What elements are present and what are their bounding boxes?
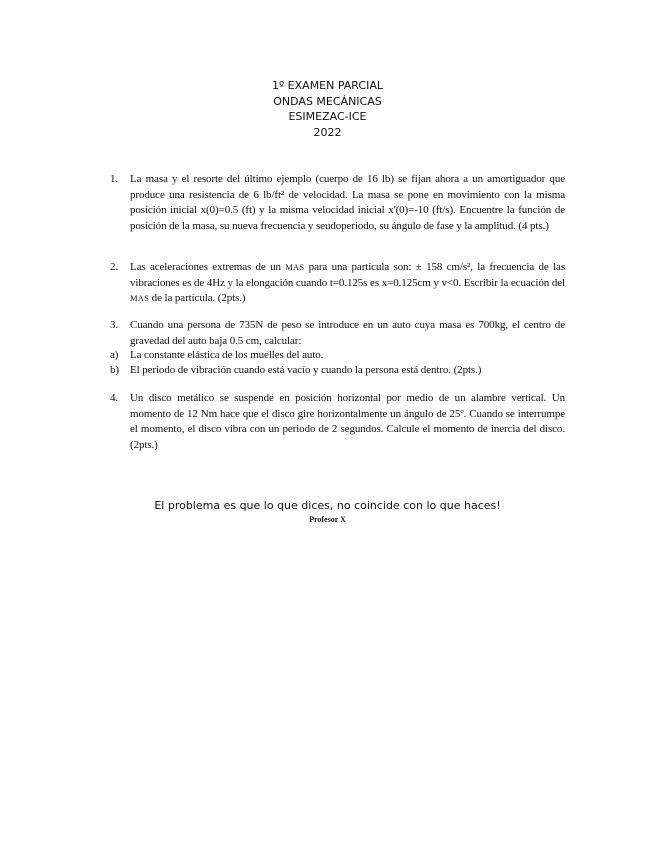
problem-3-item-a-label: a) xyxy=(110,349,119,361)
problem-3-text: Cuando una persona de 735N de peso se introduce en un auto cuya masa es 700kg, el centro de gravedad del auto baja 0.5 cm, calcular: xyxy=(130,319,565,347)
problem-2-text-c: de la partícula. (2pts.) xyxy=(149,292,246,304)
problem-2-text-b: para una partícula son: ± 158 cm/s², la frecuencia de las vibraciones es de 4Hz y la elongación cuando t=0.125s es x=0.125cm y v<0. Escribir la ecuación del xyxy=(130,261,565,289)
school-name: ESIMEZAC-ICE xyxy=(288,110,367,123)
problem-3-number: 3. xyxy=(110,319,119,331)
problem-4-number: 4. xyxy=(110,392,119,404)
exam-year: 2022 xyxy=(313,125,342,139)
problem-3-item-b-text: El periodo de vibración cuando está vacío y cuando la persona está dentro. (2pts.) xyxy=(130,364,482,376)
problem-2-mas-abbrev: MAS xyxy=(285,262,305,272)
problem-1-number: 1. xyxy=(110,173,119,185)
footer-quote: El problema es que lo que dices, no coincide con lo que haces! xyxy=(154,499,501,512)
problem-4-text: Un disco metálico se suspende en posición horizontal por medio de un alambre vertical. Un momento de 12 Nm hace que el disco gire horizontalmente un ángulo de 25º. Cuando se interrumpe el momento, el disco vibra con un periodo de 2 segundos. Calcule el momento de inercia del disco. (2pts.) xyxy=(130,392,565,451)
exam-header xyxy=(0,78,655,140)
problem-3-item-a-text: La constante elástica de los muelles del auto. xyxy=(130,349,324,361)
problem-2-mas-abbrev-2: MAS xyxy=(130,293,150,303)
problem-2-text-a: Las aceleraciones extremas de un xyxy=(130,261,286,273)
problem-3-item-b-label: b) xyxy=(110,364,119,376)
problem-2-text xyxy=(130,260,565,307)
footer-author: Profesor X xyxy=(309,515,346,524)
exam-title: 1º EXAMEN PARCIAL xyxy=(272,79,383,92)
problem-2-number: 2. xyxy=(110,261,119,273)
course-name: ONDAS MECÁNICAS xyxy=(273,94,382,108)
problem-1-text: La masa y el resorte del último ejemplo (cuerpo de 16 lb) se fijan ahora a un amortiguador que produce una resistencia de 6 lb/ft² de velocidad. La masa se pone en movimiento con la misma posición inicial x(0)=0.5 (ft) y la misma velocidad inicial x'(0)=-10 (ft/s). Encuentre la función de posición de la masa, su nueva frecuencia y seudoperiodo, su ángulo de fase y la amplitud. (4 pts.) xyxy=(130,173,565,232)
